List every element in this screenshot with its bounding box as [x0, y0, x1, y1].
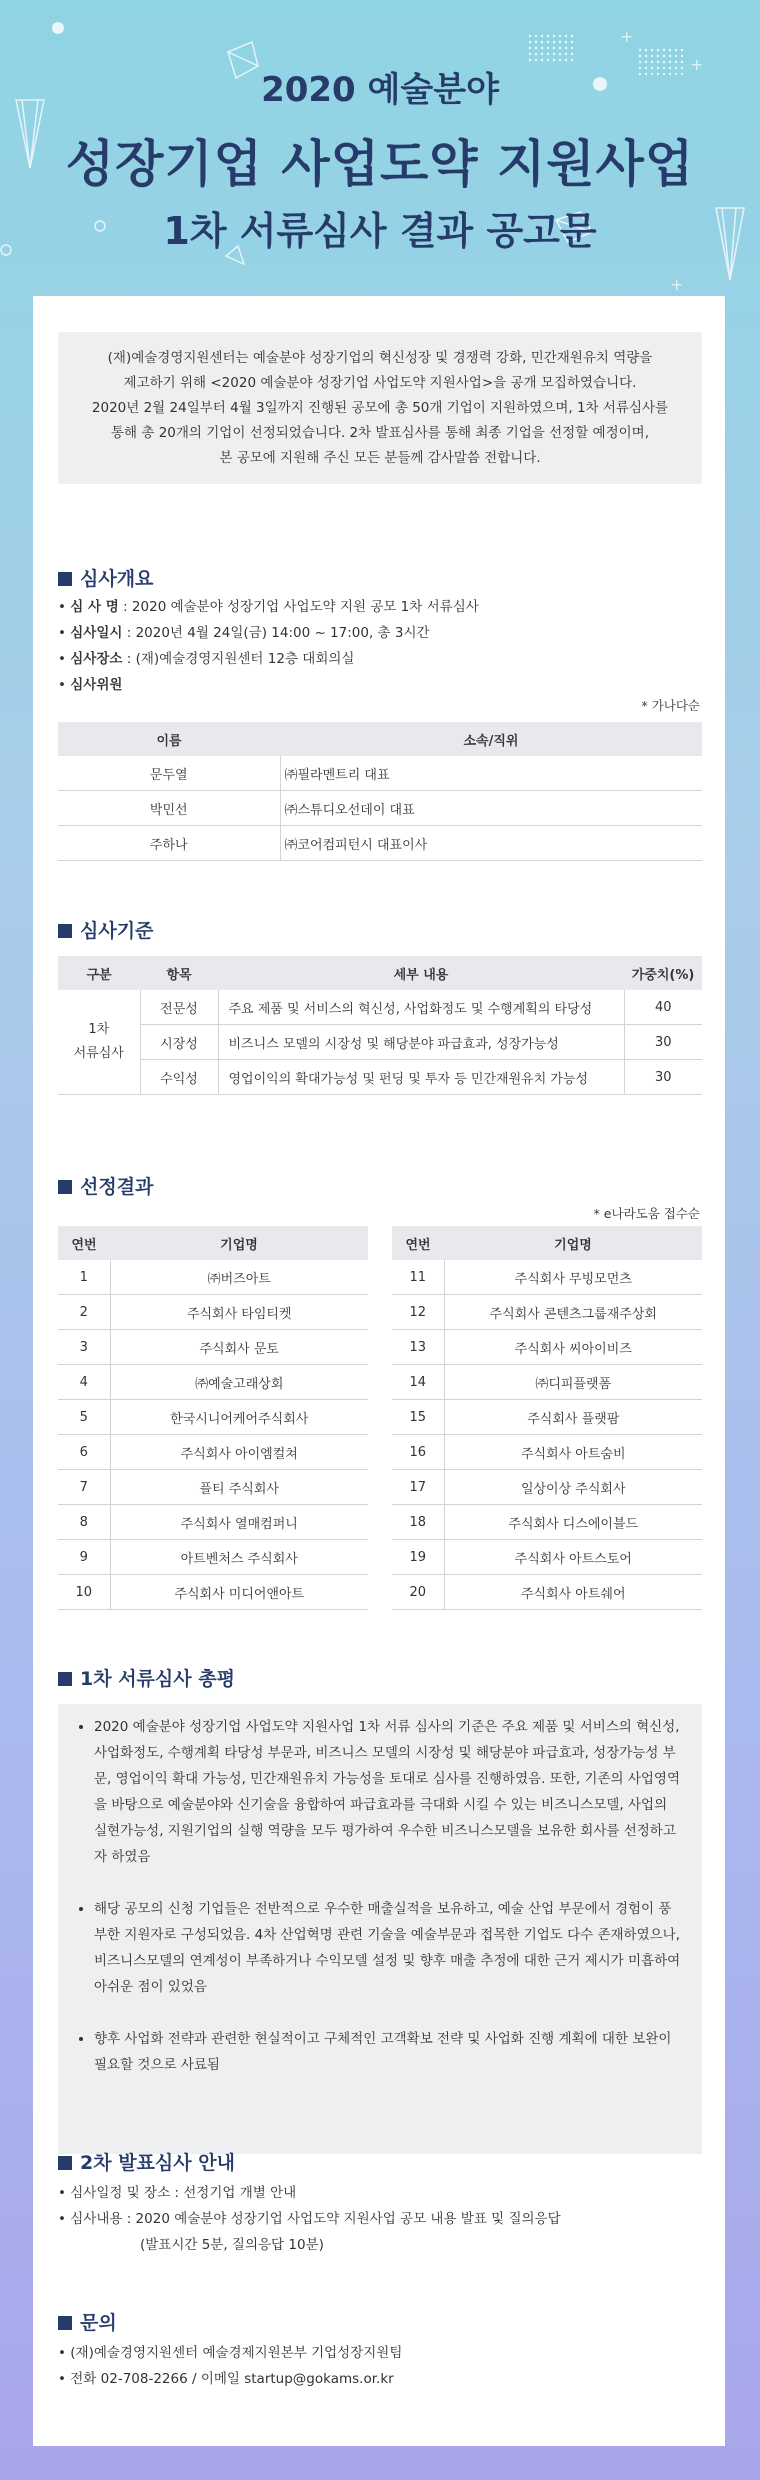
company-name: 일상이상 주식회사 — [444, 1470, 702, 1505]
company-name: 주식회사 씨아이비즈 — [444, 1330, 702, 1365]
table-row — [58, 1540, 368, 1575]
company-name: ㈜디피플랫폼 — [444, 1365, 702, 1400]
table-row: 문두열 ㈜필라멘트리 대표 — [58, 756, 702, 791]
table-header: 소속/직위 — [280, 722, 702, 756]
notice-card — [33, 296, 725, 2446]
judges-table — [58, 722, 702, 861]
header-line-2: 성장기업 사업도약 지원사업 — [65, 135, 695, 193]
table-row — [392, 1400, 702, 1435]
company-name: 주식회사 무빙모먼츠 — [444, 1260, 702, 1295]
company-name: 주식회사 콘텐츠그룹재주상회 — [444, 1295, 702, 1330]
company-name: 주식회사 디스에이블드 — [444, 1505, 702, 1540]
table-row — [58, 1365, 368, 1400]
square-bullet-icon — [58, 1180, 72, 1194]
table-header: 항목 — [140, 956, 218, 990]
row-number: 1 — [58, 1260, 110, 1295]
list-item-sub: (발표시간 5분, 질의응답 10분) — [140, 2237, 324, 2253]
review-point: • 해당 공모의 신청 기업들은 전반적으로 우수한 매출실적을 보유하고, 예술 산업 부문에서 경험이 풍부한 지원자로 구성되었음. 4차 산업혁명 관련 기술을 예술부문과 접목한 기업도 다수 존재하였으나, 비즈니스모델의 연계성이 부족하거나 수익모델 설정 및 향후 매출 추정에 대한 근거 제시가 미흡하여 아쉬운 점이 있었음 — [94, 1896, 684, 2000]
section-title-overview: 심사개요 — [58, 564, 153, 591]
table-row — [58, 1435, 368, 1470]
row-number: 17 — [392, 1470, 444, 1505]
table-row — [58, 1575, 368, 1610]
row-number: 20 — [392, 1575, 444, 1610]
list-item: • 심 사 명 : 2020 예술분야 성장기업 사업도약 지원 공모 1차 서류심사 — [58, 599, 479, 615]
review-box — [58, 1704, 702, 2154]
company-name: 주식회사 아이엠컬쳐 — [110, 1435, 368, 1470]
company-name: 주식회사 아트숨비 — [444, 1435, 702, 1470]
intro-line: 2020년 2월 24일부터 4월 3일까지 진행된 공모에 총 50개 기업이 지원하였으며, 1차 서류심사를 — [91, 400, 669, 416]
company-name: 주식회사 문토 — [110, 1330, 368, 1365]
table-row — [392, 1575, 702, 1610]
row-number: 9 — [58, 1540, 110, 1575]
row-number: 10 — [58, 1575, 110, 1610]
row-number: 7 — [58, 1470, 110, 1505]
row-number: 2 — [58, 1295, 110, 1330]
table-row — [58, 1330, 368, 1365]
company-name: 플티 주식회사 — [110, 1470, 368, 1505]
company-name: 주식회사 타임티켓 — [110, 1295, 368, 1330]
intro-line: 본 공모에 지원해 주신 모든 분들께 감사말씀 전합니다. — [219, 450, 541, 466]
table-header: 가중치(%) — [624, 956, 702, 990]
row-number: 12 — [392, 1295, 444, 1330]
square-bullet-icon — [58, 924, 72, 938]
table-row — [392, 1470, 702, 1505]
table-header: 이름 — [58, 722, 280, 756]
list-item: • 심사내용 : 2020 예술분야 성장기업 사업도약 지원사업 공모 내용 발표 및 질의응답 — [58, 2211, 561, 2227]
svg-text:+: + — [620, 27, 634, 46]
table-row — [392, 1435, 702, 1470]
table-row: 시장성 비즈니스 모델의 시장성 및 해당분야 파급효과, 성장가능성 30 — [58, 1025, 702, 1060]
section-title-contact: 문의 — [58, 2308, 117, 2335]
table-row: 1차 서류심사 전문성 주요 제품 및 서비스의 혁신성, 사업화정도 및 수행계획의 타당성 40 — [58, 990, 702, 1025]
row-number: 19 — [392, 1540, 444, 1575]
table-header: 기업명 — [444, 1226, 702, 1260]
row-number: 14 — [392, 1365, 444, 1400]
table-row: 주하나 ㈜코어컴피턴시 대표이사 — [58, 826, 702, 861]
table-row — [392, 1365, 702, 1400]
table-row: 수익성 영업이익의 확대가능성 및 펀딩 및 투자 등 민간재원유치 가능성 30 — [58, 1060, 702, 1095]
row-number: 15 — [392, 1400, 444, 1435]
intro-line: 통해 총 20개의 기업이 선정되었습니다. 2차 발표심사를 통해 최종 기업을 선정할 예정이며, — [111, 425, 649, 441]
sort-note: * 가나다순 — [641, 698, 700, 713]
table-row — [392, 1505, 702, 1540]
section-title-second-round: 2차 발표심사 안내 — [58, 2148, 235, 2175]
contact-list — [58, 2340, 402, 2392]
results-table-right — [392, 1226, 702, 1610]
section-title-criteria: 심사기준 — [58, 916, 153, 943]
row-number: 3 — [58, 1330, 110, 1365]
list-item: • 심사위원 — [58, 677, 123, 693]
table-row — [58, 1260, 368, 1295]
list-item: • (재)예술경영지원센터 예술경제지원본부 기업성장지원팀 — [58, 2345, 403, 2361]
table-row — [58, 1470, 368, 1505]
section-title-results: 선정결과 — [58, 1172, 153, 1199]
section-title-review: 1차 서류심사 총평 — [58, 1664, 235, 1691]
overview-list — [58, 594, 479, 698]
criteria-table — [58, 956, 702, 1095]
table-row — [58, 1400, 368, 1435]
company-name: 주식회사 아트쉐어 — [444, 1575, 702, 1610]
company-name: ㈜버즈아트 — [110, 1260, 368, 1295]
row-number: 13 — [392, 1330, 444, 1365]
table-row — [392, 1260, 702, 1295]
square-bullet-icon — [58, 2156, 72, 2170]
intro-line: (재)예술경영지원센터는 예술분야 성장기업의 혁신성장 및 경쟁력 강화, 민간재원유치 역량을 — [107, 350, 653, 366]
intro-box — [58, 332, 702, 484]
order-note: * e나라도움 접수순 — [593, 1206, 700, 1221]
table-header: 연번 — [392, 1226, 444, 1260]
company-name: 주식회사 아트스토어 — [444, 1540, 702, 1575]
table-row — [392, 1540, 702, 1575]
row-number: 16 — [392, 1435, 444, 1470]
svg-text:+: + — [670, 275, 684, 294]
company-name: 한국시니어케어주식회사 — [110, 1400, 368, 1435]
header-line-3: 1차 서류심사 결과 공고문 — [163, 209, 597, 253]
table-row — [58, 1505, 368, 1540]
company-name: 주식회사 미디어앤아트 — [110, 1575, 368, 1610]
svg-text:+: + — [690, 55, 704, 74]
header — [0, 0, 760, 290]
header-line-1: 2020 예술분야 — [261, 70, 499, 110]
table-header: 세부 내용 — [218, 956, 624, 990]
row-number: 4 — [58, 1365, 110, 1400]
list-item: • 전화 02-708-2266 / 이메일 startup@gokams.or.kr — [58, 2371, 394, 2387]
square-bullet-icon — [58, 572, 72, 586]
company-name: 아트벤처스 주식회사 — [110, 1540, 368, 1575]
intro-line: 제고하기 위해 <2020 예술분야 성장기업 사업도약 지원사업>을 공개 모집하였습니다. — [123, 375, 637, 391]
row-number: 6 — [58, 1435, 110, 1470]
table-header: 연번 — [58, 1226, 110, 1260]
table-row: 박민선 ㈜스튜디오선데이 대표 — [58, 791, 702, 826]
square-bullet-icon — [58, 1672, 72, 1686]
contact-info: 전화 02-708-2266 / 이메일 startup@gokams.or.kr — [70, 2371, 394, 2387]
square-bullet-icon — [58, 2316, 72, 2330]
company-name: 주식회사 플랫팜 — [444, 1400, 702, 1435]
criteria-group: 1차 서류심사 — [58, 990, 140, 1095]
table-row — [58, 1295, 368, 1330]
review-point: • 2020 예술분야 성장기업 사업도약 지원사업 1차 서류 심사의 기준은 주요 제품 및 서비스의 혁신성, 사업화정도, 수행계획 타당성 부문과, 비즈니스 모델의 시장성 및 해당분야 파급효과, 성장가능성 부문, 영업이익 확대 가능성, 민간재원유치 가능성을 토대로 심사를 진행하였음. 또한, 기존의 사업영역을 바탕으로 예술분야와 신기술을 융합하여 파급효과를 극대화 시킬 수 있는 비즈니스모델, 사업의 실현가능성, 지원기업의 실행 역량을 모두 평가하여 우수한 비즈니스모델을 보유한 회사를 선정하고자 하였음 — [94, 1714, 684, 1870]
row-number: 18 — [392, 1505, 444, 1540]
row-number: 11 — [392, 1260, 444, 1295]
list-item: • 심사일정 및 장소 : 선정기업 개별 안내 — [58, 2185, 297, 2201]
row-number: 8 — [58, 1505, 110, 1540]
table-header: 구분 — [58, 956, 140, 990]
review-point: • 향후 사업화 전략과 관련한 현실적이고 구체적인 고객확보 전략 및 사업화 진행 계획에 대한 보완이 필요할 것으로 사료됨 — [94, 2026, 684, 2078]
list-item: • 심사장소 : (재)예술경영지원센터 12층 대회의실 — [58, 651, 355, 667]
list-item: • 심사일시 : 2020년 4월 24일(금) 14:00 ~ 17:00, 총 3시간 — [58, 625, 430, 641]
company-name: ㈜예술고래상회 — [110, 1365, 368, 1400]
company-name: 주식회사 열매컴퍼니 — [110, 1505, 368, 1540]
row-number: 5 — [58, 1400, 110, 1435]
results-table-left — [58, 1226, 368, 1610]
second-round-list — [58, 2180, 561, 2258]
table-header: 기업명 — [110, 1226, 368, 1260]
table-row — [392, 1330, 702, 1365]
table-row — [392, 1295, 702, 1330]
